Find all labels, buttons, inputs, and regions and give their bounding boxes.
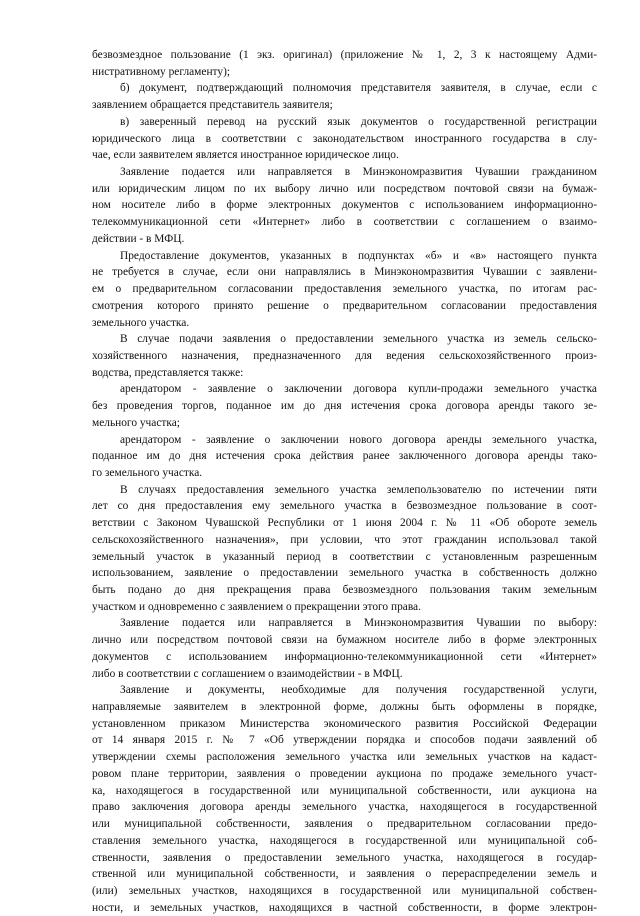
text-line: нистративному регламенту); bbox=[92, 65, 231, 78]
text-line: заявлением обращается представитель заявителя; bbox=[92, 99, 333, 112]
text-line: хозяйственного назначения, предназначенного для ведения сельскохозяйственного произ- bbox=[92, 349, 597, 362]
text-line: сельскохозяйственного назначения», при условии, что этот гражданин использовал такой bbox=[92, 533, 597, 546]
text-line: ном носителе либо в форме электронных документов с использованием информационно- bbox=[92, 199, 597, 212]
text-line: ем о предварительном согласовании предоставления земельного участка, по итогам рас- bbox=[92, 283, 597, 296]
text-line: или муниципальной собственности, заявления о предварительном согласовании предо- bbox=[92, 818, 597, 831]
text-line: утверждении схемы расположения земельного участка или земельных участков на кадаст- bbox=[92, 751, 597, 764]
text-line: быть подано до дня прекращения права безвозмездного пользования таким земельным bbox=[92, 584, 597, 596]
text-line: (или) земельных участков, находящихся в государственной или муниципальной собствен- bbox=[92, 884, 597, 897]
text-line: право заключения договора аренды земельного участка, находящегося в государственной bbox=[92, 801, 597, 814]
text-line: безвозмездное пользование (1 экз. оригинал) (приложение № 1, 2, 3 к настоящему Адми- bbox=[92, 49, 597, 61]
text-line: мельного участка; bbox=[92, 416, 180, 429]
text-line: ка, находящегося в государственной или муниципальной собственности, или аукциона на bbox=[92, 784, 597, 797]
text-line: земельного участка. bbox=[92, 316, 190, 329]
text-line: лет со дня предоставления ему земельного участка в безвозмездное пользование в соот- bbox=[92, 500, 597, 513]
paragraph-first-line: арендатором - заявление о заключении договора купли-продажи земельного участка bbox=[120, 383, 597, 396]
text-line: ности, и земельных участков, находящихся в частной собственности, в форме электрон- bbox=[92, 901, 597, 914]
text-line: установленном приказом Министерства экономического развития Российской Федерации bbox=[92, 717, 597, 730]
text-line: либо в соответствии с соглашением о взаимодействии - в МФЦ. bbox=[92, 667, 403, 680]
paragraph-first-line: В случаях предоставления земельного участка землепользователю по истечении пяти bbox=[120, 483, 597, 496]
text-line: поданное им до дня истечения срока действия ранее заключенного договора аренды тако- bbox=[92, 450, 597, 463]
text-line: лично или посредством почтовой связи на бумажном носителе либо в форме электронных bbox=[92, 634, 597, 647]
paragraph-first-line: в) заверенный перевод на русский язык документов о государственной регистрации bbox=[120, 115, 597, 128]
text-line: направляемые заявителем в электронной форме, должны быть оформлены в порядке, bbox=[92, 701, 597, 714]
text-line: не требуется в случае, если они направлялись в Минэкономразвития Чувашии с заявлени- bbox=[92, 266, 597, 279]
paragraph-first-line: Заявление подается или направляется в Минэкономразвития Чувашии по выбору: bbox=[120, 617, 597, 630]
text-line: ственной или муниципальной собственности, и заявления о перераспределении земель и bbox=[92, 868, 597, 881]
text-line: юридического лица в соответствии с законодательством иностранного государства в слу- bbox=[92, 132, 597, 145]
text-line: земельный участок в указанный период в соответствии с установленным разрешенным bbox=[92, 550, 597, 563]
paragraph-first-line: В случае подачи заявления о предоставлении земельного участка из земель сельско- bbox=[120, 333, 597, 346]
text-line: чае, если заявителем является иностранное юридическое лицо. bbox=[92, 149, 399, 162]
paragraph-first-line: Заявление и документы, необходимые для получения государственной услуги, bbox=[120, 684, 597, 697]
paragraph-first-line: арендатором - заявление о заключении нового договора аренды земельного участка, bbox=[120, 433, 597, 446]
text-line: ставления земельного участка, находящегося в государственной или муниципальной соб- bbox=[92, 834, 597, 847]
paragraph-first-line: Заявление подается или направляется в Минэкономразвития Чувашии гражданином bbox=[120, 166, 597, 179]
text-line: или юридическим лицом по их выбору лично или посредством почтовой связи на бумаж- bbox=[92, 182, 597, 195]
text-line: го земельного участка. bbox=[92, 466, 203, 479]
text-line: телекоммуникационной сети «Интернет» либо в соответствии с соглашением о взаимо- bbox=[92, 216, 597, 229]
text-line: ветствии с Законом Чувашской Республики от 1 июня 2004 г. № 11 «Об обороте земель bbox=[92, 517, 597, 530]
text-line: участком и одновременно с заявлением о прекращении этого права. bbox=[92, 600, 421, 613]
paragraph-first-line: Предоставление документов, указанных в подпунктах «б» и «в» настоящего пункта bbox=[120, 249, 597, 262]
text-line: ственности, заявления о предоставлении земельного участка, находящегося в государ- bbox=[92, 851, 597, 864]
text-line: ровом плане территории, заявления о проведении аукциона по продаже земельного участ- bbox=[92, 767, 597, 780]
document-body bbox=[92, 47, 597, 916]
paragraph-first-line: б) документ, подтверждающий полномочия представителя заявителя, в случае, если с bbox=[120, 82, 597, 95]
text-line: без проведения торгов, поданное им до дня истечения срока договора аренды такого зе- bbox=[92, 400, 597, 413]
text-line: действии - в МФЦ. bbox=[92, 232, 185, 245]
text-line: смотрения которого принято решение о предварительном согласовании предоставления bbox=[92, 299, 597, 312]
text-line: от 14 января 2015 г. № 7 «Об утверждении порядка и способов подачи заявлений об bbox=[92, 734, 597, 747]
text-line: водства, представляется также: bbox=[92, 366, 244, 379]
text-line: документов с использованием информационно-телекоммуникационной сети «Интернет» bbox=[92, 650, 597, 663]
text-line: использованием, заявление о предоставлении земельного участка в собственность должно bbox=[92, 567, 597, 580]
